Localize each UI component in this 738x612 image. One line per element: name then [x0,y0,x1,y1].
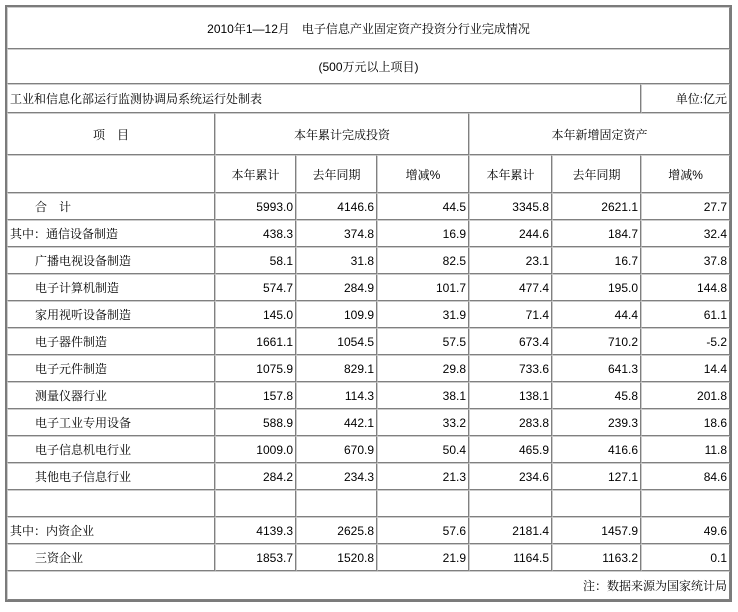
value-cell: 157.8 [215,382,296,409]
value-cell: -5.2 [641,328,730,355]
value-cell: 374.8 [296,220,377,247]
value-cell: 1164.5 [469,544,552,571]
table-row [7,436,730,463]
value-cell: 44.4 [552,301,641,328]
value-cell: 1520.8 [296,544,377,571]
value-cell: 57.6 [377,517,469,544]
value-cell: 234.6 [469,463,552,490]
unit-label: 单位:亿元 [641,84,730,113]
column-group-header-row [7,113,730,155]
value-cell: 57.5 [377,328,469,355]
value-cell: 16.9 [377,220,469,247]
value-cell: 4139.3 [215,517,296,544]
value-cell: 45.8 [552,382,641,409]
value-cell: 574.7 [215,274,296,301]
value-cell: 127.1 [552,463,641,490]
value-cell: 44.5 [377,193,469,220]
col-header-group-investment: 本年累计完成投资 [215,113,469,155]
value-cell: 11.8 [641,436,730,463]
value-cell: 31.9 [377,301,469,328]
value-cell: 38.1 [377,382,469,409]
value-cell: 50.4 [377,436,469,463]
value-cell [377,490,469,517]
table-row [7,463,730,490]
value-cell: 1457.9 [552,517,641,544]
source-note: 注：数据来源为国家统计局 [7,571,730,600]
col-header-prev-year-1: 去年同期 [296,155,377,193]
row-label: 电子工业专用设备 [7,409,215,436]
table-row [7,193,730,220]
value-cell: 84.6 [641,463,730,490]
maker-row [7,84,730,113]
table-row [7,274,730,301]
row-label: 电子信息机电行业 [7,436,215,463]
value-cell: 5993.0 [215,193,296,220]
value-cell: 145.0 [215,301,296,328]
value-cell: 18.6 [641,409,730,436]
value-cell: 283.8 [469,409,552,436]
value-cell: 416.6 [552,436,641,463]
row-label: 合 计 [7,193,215,220]
value-cell: 710.2 [552,328,641,355]
value-cell: 31.8 [296,247,377,274]
title-row [7,7,730,49]
value-cell: 49.6 [641,517,730,544]
value-cell: 2621.1 [552,193,641,220]
value-cell: 1009.0 [215,436,296,463]
value-cell: 1853.7 [215,544,296,571]
investment-report-table [5,5,732,602]
value-cell: 14.4 [641,355,730,382]
row-label: 其中：通信设备制造 [7,220,215,247]
table-row [7,355,730,382]
table-row [7,409,730,436]
value-cell: 21.9 [377,544,469,571]
value-cell: 733.6 [469,355,552,382]
value-cell: 23.1 [469,247,552,274]
value-cell [469,490,552,517]
value-cell: 138.1 [469,382,552,409]
row-label: 家用视听设备制造 [7,301,215,328]
value-cell [296,490,377,517]
value-cell: 244.6 [469,220,552,247]
table-row [7,490,730,517]
table-row [7,517,730,544]
value-cell: 1163.2 [552,544,641,571]
value-cell: 670.9 [296,436,377,463]
value-cell: 284.2 [215,463,296,490]
value-cell: 33.2 [377,409,469,436]
column-sub-header-row [7,155,730,193]
col-header-group-new-assets: 本年新增固定资产 [469,113,730,155]
value-cell: 184.7 [552,220,641,247]
value-cell: 3345.8 [469,193,552,220]
value-cell: 0.1 [641,544,730,571]
value-cell: 239.3 [552,409,641,436]
subtitle-row [7,49,730,84]
value-cell: 201.8 [641,382,730,409]
row-label: 测量仪器行业 [7,382,215,409]
value-cell: 27.7 [641,193,730,220]
value-cell: 82.5 [377,247,469,274]
table-row [7,382,730,409]
value-cell: 1075.9 [215,355,296,382]
value-cell: 4146.6 [296,193,377,220]
value-cell: 2625.8 [296,517,377,544]
value-cell: 673.4 [469,328,552,355]
value-cell: 234.3 [296,463,377,490]
value-cell [215,490,296,517]
value-cell: 465.9 [469,436,552,463]
row-label: 其他电子信息行业 [7,463,215,490]
value-cell: 284.9 [296,274,377,301]
value-cell: 29.8 [377,355,469,382]
row-label: 电子元件制造 [7,355,215,382]
value-cell: 37.8 [641,247,730,274]
value-cell: 641.3 [552,355,641,382]
row-label: 三资企业 [7,544,215,571]
value-cell: 101.7 [377,274,469,301]
note-row [7,571,730,600]
col-header-ytd-2: 本年累计 [469,155,552,193]
value-cell: 61.1 [641,301,730,328]
row-label: 电子计算机制造 [7,274,215,301]
col-header-prev-year-2: 去年同期 [552,155,641,193]
value-cell: 588.9 [215,409,296,436]
table-row [7,544,730,571]
value-cell: 71.4 [469,301,552,328]
table-row [7,328,730,355]
value-cell [641,490,730,517]
table-header-section [7,7,730,193]
table-footer-section [7,571,730,600]
value-cell: 438.3 [215,220,296,247]
value-cell: 1661.1 [215,328,296,355]
value-cell: 109.9 [296,301,377,328]
value-cell: 21.3 [377,463,469,490]
col-header-ytd-1: 本年累计 [215,155,296,193]
table-row [7,301,730,328]
maker-label: 工业和信息化部运行监测协调局系统运行处制表 [7,84,641,113]
value-cell: 195.0 [552,274,641,301]
table-row [7,247,730,274]
row-label: 电子器件制造 [7,328,215,355]
value-cell: 2181.4 [469,517,552,544]
row-label: 其中：内资企业 [7,517,215,544]
table-title: 2010年1—12月 电子信息产业固定资产投资分行业完成情况 [7,7,730,49]
col-header-item: 项 目 [7,113,215,155]
row-label: 广播电视设备制造 [7,247,215,274]
table-row [7,220,730,247]
value-cell [552,490,641,517]
col-header-item-spacer [7,155,215,193]
value-cell: 144.8 [641,274,730,301]
col-header-change-2: 增减% [641,155,730,193]
value-cell: 16.7 [552,247,641,274]
value-cell: 442.1 [296,409,377,436]
row-label [7,490,215,517]
value-cell: 32.4 [641,220,730,247]
table-body [7,193,730,571]
value-cell: 477.4 [469,274,552,301]
value-cell: 114.3 [296,382,377,409]
col-header-change-1: 增减% [377,155,469,193]
table-subtitle: (500万元以上项目) [7,49,730,84]
value-cell: 58.1 [215,247,296,274]
value-cell: 1054.5 [296,328,377,355]
value-cell: 829.1 [296,355,377,382]
